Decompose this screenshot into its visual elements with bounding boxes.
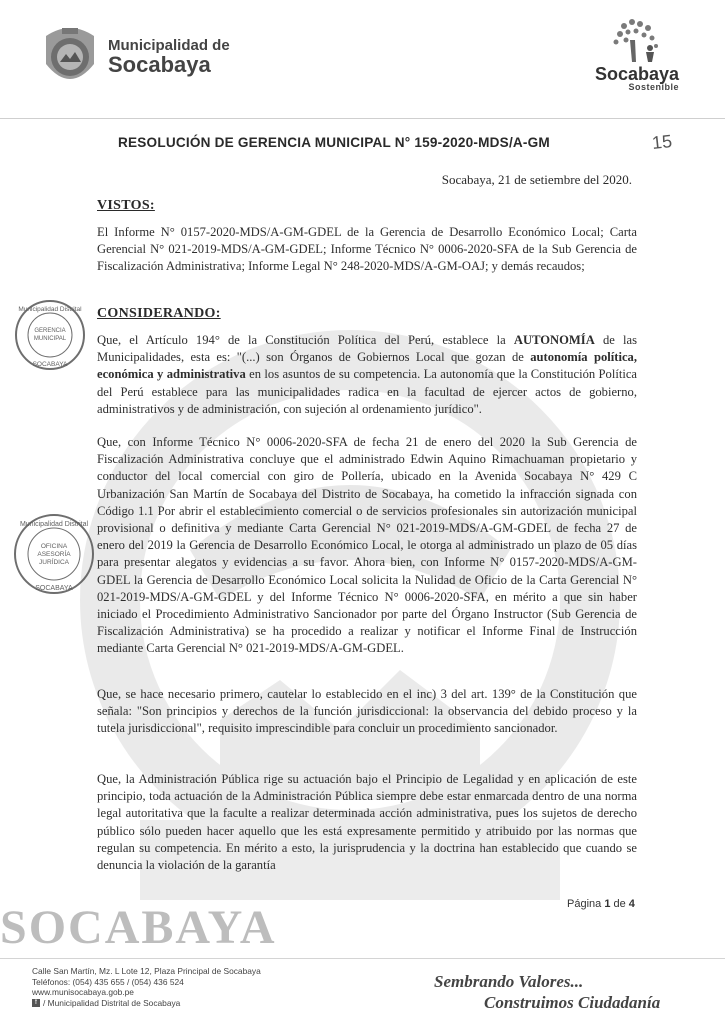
socabaya-sostenible-logo (589, 16, 685, 106)
considerando-paragraph-2: Que, con Informe Técnico N° 0006-2020-SFA de fecha 21 de enero del 2020 la Sub Gerencia de Fiscalización Administrativa concluye que el administrado Edwin Aquino Rimachuaman propietario y conductor del local comercial con giro de Pollería, ubicado en la Avenida Socabaya N° 429 C Urbanización San Martín de Socabaya del Distrito de Socabaya, ha cometido la infracción signada con Código 1.1 Por abrir el establecimiento comercial o de servicios profesionales sin autorización municipal provisional o definitiva y mediante Carta Gerencial N° 021-2019-MDS/A-GM-GDEL de fecha 27 de enero del 2019 la Gerencia de Desarrollo Económico Local, le otorga al administrado un plazo de 05 días para presentar alegatos y evidencias a su favor. Ahora bien, con Informe N° 0157-2020-MDS/A-GM-GDEL la Gerencia de Desarrollo Económico Local solicita la Nulidad de Oficio de la Carta Gerencial N° 021-2019-MDS/A-GM-GDEL y del Informe Técnico N° 0006-2020-SFA, en mérito a que sin haber iniciado el Procedimiento Administrativo Sancionador por parte del Órgano Instructor (Sub Gerencia de Fiscalización Administrativa) se ha procedido a realizar y notificar el Informe Final de Instrucción mediante Carta Gerencial N° 021-2019-MDS/A-GM-GDEL. (97, 435, 637, 656)
considerando-paragraph-3: Que, se hace necesario primero, cautelar lo establecido en el inc) 3 del art. 139° de la Constitución que señala: "Son principios y derechos de la función jurisdiccional: la observancia del debido proceso y la tutela jurisdiccional", requisito imprescindible para concluir un procedimiento sancionador. (97, 687, 637, 736)
municipality-label: Municipalidad de (108, 36, 230, 54)
municipality-name: Socabaya (108, 52, 211, 78)
socabaya-footer-band: SOCABAYA (0, 901, 277, 954)
phone-line: Teléfonos: (054) 435 655 / (054) 436 524 (32, 976, 184, 987)
svg-text:OFICINA: OFICINA (40, 543, 68, 550)
svg-text:MUNICIPAL: MUNICIPAL (33, 336, 67, 342)
considerando-paragraph-1: Que, el Artículo 194° de la Constitución Política del Perú, establece la AUTONOMÍA de las Municipalidades, esta es: "(...) son Órganos de Gobiernos Local que gozan de autonomía política, económica y administrativa en los asuntos de su competencia. La autonomía que la Constitución Política del Perú establece para las municipalidades radica en la facultad de ejercer actos de gobierno, administrativos y de administración, con sujeción al ordenamiento jurídico". (97, 333, 638, 416)
document-date: Socabaya, 21 de setiembre del 2020. (441, 172, 632, 187)
website-link[interactable]: www.munisocabaya.gob.pe (32, 987, 134, 997)
header-divider (0, 118, 725, 119)
svg-text:Municipalidad Distrital: Municipalidad Distrital (19, 521, 89, 528)
slogan-line-1: Sembrando Valores... (434, 972, 584, 991)
svg-text:JURÍDICA: JURÍDICA (39, 559, 69, 566)
vistos-heading: VISTOS: (97, 198, 155, 213)
page-number: Página 1 de 4 (567, 898, 635, 910)
asesoria-juridica-stamp (12, 512, 96, 596)
svg-text:ASESORÍA: ASESORÍA (37, 551, 71, 558)
considerando-heading: CONSIDERANDO: (97, 306, 221, 321)
facebook-line[interactable]: f / Municipalidad Distrital de Socabaya (32, 998, 261, 1009)
municipality-logo (40, 24, 230, 90)
municipal-seal-icon (40, 24, 100, 90)
slogan-line-2: Construimos Ciudadanía (484, 993, 661, 1012)
svg-text:SOCABAYA: SOCABAYA (35, 585, 73, 592)
svg-text:Municipalidad Distrital: Municipalidad Distrital (18, 306, 82, 313)
address-line: Calle San Martín, Mz. L Lote 12, Plaza Principal de Socabaya (32, 966, 261, 976)
svg-text:GERENCIA: GERENCIA (34, 328, 66, 334)
brand-name: Socabaya (594, 64, 680, 84)
footer-divider (0, 958, 725, 959)
considerando-paragraph-4: Que, la Administración Pública rige su actuación bajo el Principio de Legalidad y en aplicación de este principio, toda actuación de la Administración Pública siempre debe estar enmarcada dentro de una norma legal autoritativa que la faculte a realizar determinada acción administrativa, pues los sujetos de derecho público sólo pueden hacer aquello que les está expresamente permitido y atribuido por las normas que regulan su competencia. En mérito a esto, la jurisprudencia y la doctrina han establecido que cuando se denuncia la violación de la garantía (97, 772, 637, 873)
gerencia-municipal-stamp (13, 298, 87, 372)
brand-subtitle: Sostenible (628, 82, 679, 92)
tree-people-icon (602, 16, 672, 66)
svg-text:SOCABAYA: SOCABAYA (32, 361, 68, 368)
handwritten-folio-number: 15 (650, 131, 673, 153)
resolution-title: RESOLUCIÓN DE GERENCIA MUNICIPAL N° 159-2020-MDS/A-GM (118, 135, 550, 150)
contact-info (32, 966, 261, 1008)
vistos-paragraph: El Informe N° 0157-2020-MDS/A-GM-GDEL de la Gerencia de Desarrollo Económico Local; Carta Gerencial N° 021-2019-MDS/A-GM-GDEL; Informe Técnico N° 0006-2020-SFA de la Sub Gerencia de Fiscalización Administrativa; Informe Legal N° 248-2020-MDS/A-GM-OAJ; y demás recaudos; (97, 225, 637, 274)
facebook-icon: f (32, 999, 40, 1007)
